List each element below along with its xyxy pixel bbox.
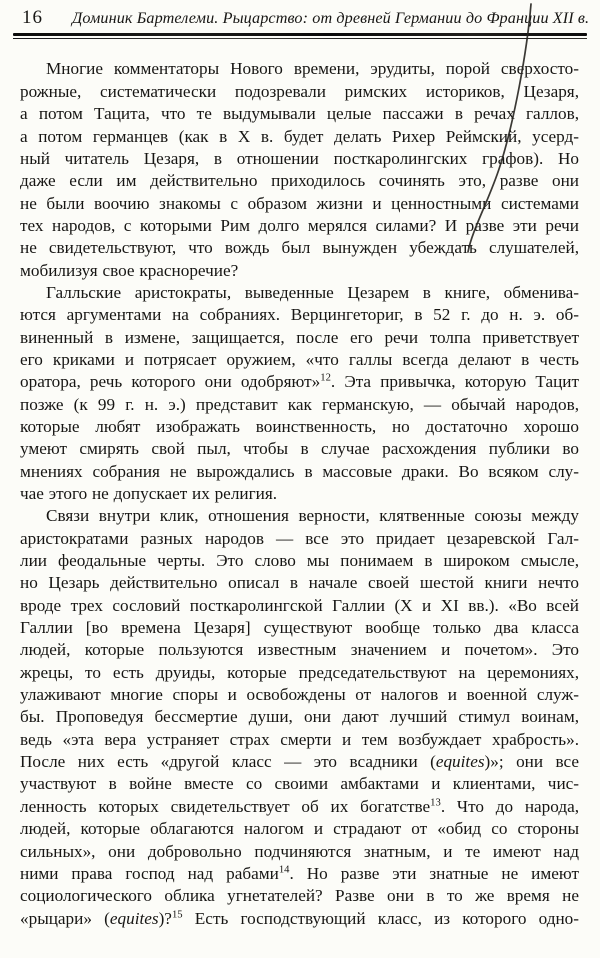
text-line: позже (к 99 г. н. э.) представит как германскую, — обычай народов, — [20, 394, 579, 414]
text-line: бы. Проповедуя бессмертие души, они дают лучший стимул воинам, — [20, 707, 579, 727]
text-line: ведь «эта вера устраняет страх смерти и тем возбуждает храбрость». — [20, 729, 579, 749]
text-line: аристократами разных народов — все это придает цезаревской Гал- — [20, 528, 579, 548]
running-title: Доминик Бартелеми. Рыцарство: от древней Германии до Франции XII в. — [72, 9, 590, 27]
text-line: Многие комментаторы Нового времени, эрудиты, порой сверхосто- — [46, 59, 579, 79]
text-line: жрецы, то есть друиды, которые председательствуют на церемониях, — [20, 662, 579, 682]
text-line: людей, которые облагаются налогом и страдают от «обид со стороны — [20, 819, 579, 839]
text-line: не свидетельствуют, что вождь был вынужден убеждать слушателей, — [20, 238, 579, 258]
text-line: чае этого не допускает их религия. — [20, 484, 278, 504]
text-line: даже если им действительно приходилось сочинять это, разве они — [20, 171, 579, 191]
text-line: лии феодальные черты. Это слово мы понимаем в широком смысле, — [20, 551, 579, 571]
text-line: оратора, речь которого они одобряют»$^{12}$. Эта привычка, которую Тацит — [20, 372, 579, 392]
text-line: тех народов, с которыми Рим долго мерялся силами? И разве эти речи — [20, 215, 579, 235]
text-line: Галлии [во времена Цезаря] существуют вообще только два класса — [20, 618, 579, 638]
page-header — [0, 0, 600, 29]
text-line: сильных», они добровольно подчиняются знатным, и те имеют над — [20, 841, 579, 861]
text-line: а потом Тацита, что те выдумывали целые пассажи в речах галлов, — [20, 104, 579, 124]
text-line: ный читатель Цезаря, в отношении посткаролингских графов). Но — [20, 148, 579, 168]
text-line: социологического облика угнетателей? Разве они в то же время не — [20, 886, 579, 906]
page-number: 16 — [22, 7, 43, 28]
text-line: но Цезарь действительно описал в начале своей шестой книги нечто — [20, 573, 579, 593]
header-rule-thick — [13, 33, 587, 36]
text-line: Связи внутри клик, отношения верности, клятвенные союзы между — [46, 506, 579, 526]
text-line: рожные, систематически подозревали римских историков, Цезаря, — [20, 81, 579, 101]
text-line: ленность которых свидетельствует об их богатстве$^{13}$. Что до народа, — [20, 796, 580, 816]
text-line: мобилизуя свое красноречие? — [20, 260, 239, 280]
text-line: виненный в измене, защищается, после его речи толпа приветствует — [20, 327, 579, 347]
text-line: «рыцари» (equites)?$^{15}$ Есть господствующий класс, из которого одно- — [20, 908, 579, 928]
text-line: После них есть «другой класс — это всадники (equites)»; они все — [20, 752, 579, 772]
text-line: ними права господ над рабами$^{14}$. Но разве эти знатные не имеют — [20, 863, 579, 883]
page-body — [20, 58, 579, 929]
paragraph — [20, 505, 579, 930]
text-line: а потом германцев (как в X в. будет делать Рихер Реймский, усерд- — [20, 126, 579, 146]
text-line: которые любят изображать воинственность, но достаточно хорошо — [20, 416, 579, 436]
paragraph — [20, 282, 579, 505]
text-line: его криками и потрясает оружием, «что галлы всегда делают в честь — [20, 349, 579, 369]
text-line: улаживают многие споры и освобождены от налогов и военной служ- — [20, 685, 579, 705]
text-line: участвуют в войне вместе со своими амбактами и клиентами, чис- — [20, 774, 579, 794]
text-line: умеют смирять свой пыл, чтобы в случае расхождения публики во — [20, 439, 579, 459]
header-rule — [13, 33, 587, 39]
text-line: Галльские аристократы, выведенные Цезарем в книге, обменива- — [46, 282, 579, 302]
text-line: людей, которые пользуются известным значением и почетом». Это — [20, 640, 579, 660]
text-line: мнениях собрания не вырождались в массовые драки. Во всяком слу- — [20, 461, 579, 481]
text-line: вроде трех сословий посткаролингской Галлии (X и XI вв.). «Во всей — [20, 595, 579, 615]
text-line: не были воочию знакомы с образом жизни и ценностными системами — [20, 193, 579, 213]
paragraph — [20, 58, 579, 281]
text-line: ются аргументами на собраниях. Верцингеториг, в 52 г. до н. э. об- — [20, 305, 579, 325]
header-rule-thin — [13, 38, 587, 40]
